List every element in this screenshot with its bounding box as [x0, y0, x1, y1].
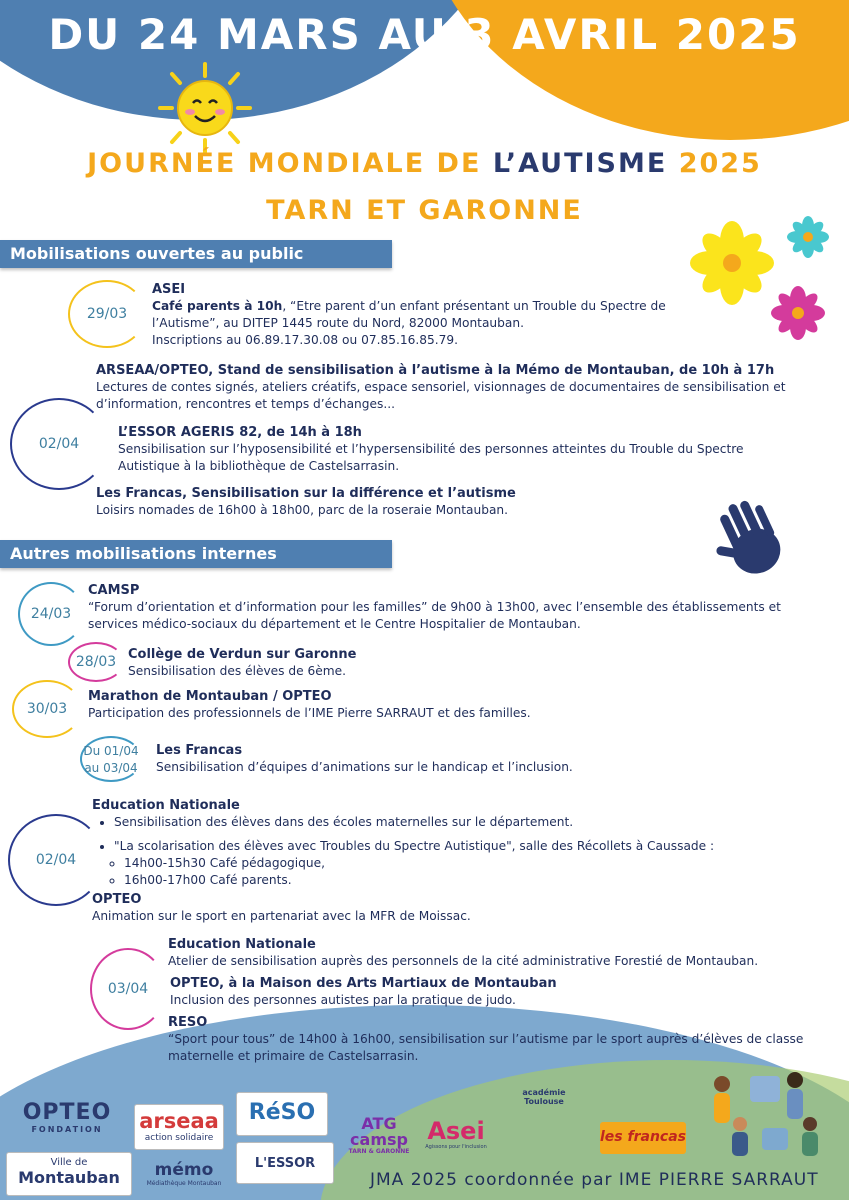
date-circle-0304: 03/04 [90, 948, 166, 1030]
date-circle-2903: 29/03 [68, 280, 146, 348]
coordination-credit: JMA 2025 coordonnée par IME PIERRE SARRAUT [370, 1170, 819, 1190]
date-circle-0104-0304: Du 01/04 au 03/04 [80, 736, 142, 782]
montauban-logo: Ville de Montauban [6, 1152, 132, 1196]
event-asei-org: ASEI [152, 282, 186, 297]
francas-logo: les francas [600, 1122, 686, 1154]
date-circle-2803: 28/03 [68, 642, 124, 682]
event-education-nationale-0204: Education Nationale • Sensibilisation des élèves dans des écoles maternelles sur le département. • "La scolarisation des élèves avec Troubles du Spectre Autistique", salle des Récollets à Caussade : ◦ 14h00-15h30 Café pédagogique, ◦ 16h00-17h00 Café parents. OPTEO Animation sur le sport en partenariat avec la MFR de Moissac. [92, 797, 812, 925]
date-circle-0204-internal: 02/04 [8, 814, 104, 906]
event-education-nationale-0304: Education Nationale Atelier de sensibilisation auprès des personnels de la cité administrative Forestié de Montauban. [168, 937, 759, 968]
event-asei-phone: Inscriptions au 06.89.17.30.08 ou 07.85.16.85.79. [152, 333, 459, 347]
event-asei-text: Café parents à 10h, “Etre parent d’un enfant présentant un Trouble du Spectre de l’Autisme”, au DITEP 1445 route du Nord, 82000 Montauban. [152, 299, 666, 330]
date-range-heading: DU 24 MARS AU 3 AVRIL 2025 [48, 10, 801, 59]
event-arseaa-opteo: ARSEAA/OPTEO, Stand de sensibilisation à l’autisme à la Mémo de Montauban, de 10h à 17h Lectures de contes signés, ateliers créatifs, espace sensoriel, visionnages de documentaires de sensibilisation et d’information, rencontres et temps d’échanges... [96, 363, 786, 411]
education-sub-bullets: ◦ 14h00-15h30 Café pédagogique, ◦ 16h00-17h00 Café parents. [92, 855, 812, 889]
asei-logo: Asei Agissons pour l'inclusion [425, 1117, 487, 1150]
memo-logo: mémo Médiathèque Montauban [146, 1160, 222, 1187]
event-essor: L’ESSOR AGERIS 82, de 14h à 18h Sensibilisation sur l’hyposensibilité et l’hypersensibilité des personnes atteintes du Trouble du Spectre Autistique à la bibliothèque de Castelsarrasin. [118, 425, 744, 473]
event-asei [152, 281, 712, 349]
atg-camsp-logo: ATG camsp TARN & GARONNE [348, 1114, 410, 1155]
section-public-bar: Mobilisations ouvertes au public [0, 240, 392, 268]
people-puzzle-illustration [700, 1066, 840, 1162]
opteo-logo: OPTEO FONDATION [22, 1100, 112, 1134]
arseaa-logo: arseaa action solidaire [134, 1104, 224, 1150]
event-marathon: Marathon de Montauban / OPTEO Participation des professionnels de l’IME Pierre SARRAUT et des familles. [88, 689, 531, 720]
hand-icon [712, 495, 802, 580]
education-bullets: • Sensibilisation des élèves dans des écoles maternelles sur le département. • "La scolarisation des élèves avec Troubles du Spectre Autistique", salle des Récollets à Caussade : [92, 814, 812, 855]
flowers-icon [690, 215, 840, 355]
date-circle-3003: 30/03 [12, 680, 82, 738]
date-circle-2403: 24/03 [18, 582, 84, 646]
academie-toulouse-logo: académie Toulouse [522, 1088, 566, 1106]
main-title: JOURNÉE MONDIALE DE L’AUTISME 2025 [87, 148, 762, 179]
event-francas-internal: Les Francas Sensibilisation d’équipes d’animations sur le handicap et l’inclusion. [156, 743, 573, 774]
event-reso: RESO “Sport pour tous” de 14h00 à 16h00, sensibilisation sur l’autisme par le sport auprès d’élèves de classe maternelle et primaire de Castelsarrasin. [168, 1015, 804, 1063]
reso-logo: RéSO [236, 1092, 328, 1136]
date-circle-0204-public: 02/04 [10, 398, 108, 490]
event-camsp: CAMSP “Forum d’orientation et d’information pour les familles” de 9h00 à 13h00, avec l’ensemble des établissements et services médico-sociaux du département et le Centre Hospitalier de Montauban. [88, 583, 781, 631]
section-internal-bar: Autres mobilisations internes [0, 540, 392, 568]
sun-icon [150, 58, 260, 158]
event-college-verdun: Collège de Verdun sur Garonne Sensibilisation des élèves de 6ème. [128, 647, 357, 678]
event-opteo-judo: OPTEO, à la Maison des Arts Martiaux de Montauban Inclusion des personnes autistes par la pratique de judo. [170, 976, 557, 1007]
essor-logo: L'ESSOR [236, 1142, 334, 1184]
main-subtitle: TARN ET GARONNE [266, 195, 583, 226]
event-francas-public: Les Francas, Sensibilisation sur la différence et l’autisme Loisirs nomades de 16h00 à 18h00, parc de la roseraie Montauban. [96, 486, 516, 517]
